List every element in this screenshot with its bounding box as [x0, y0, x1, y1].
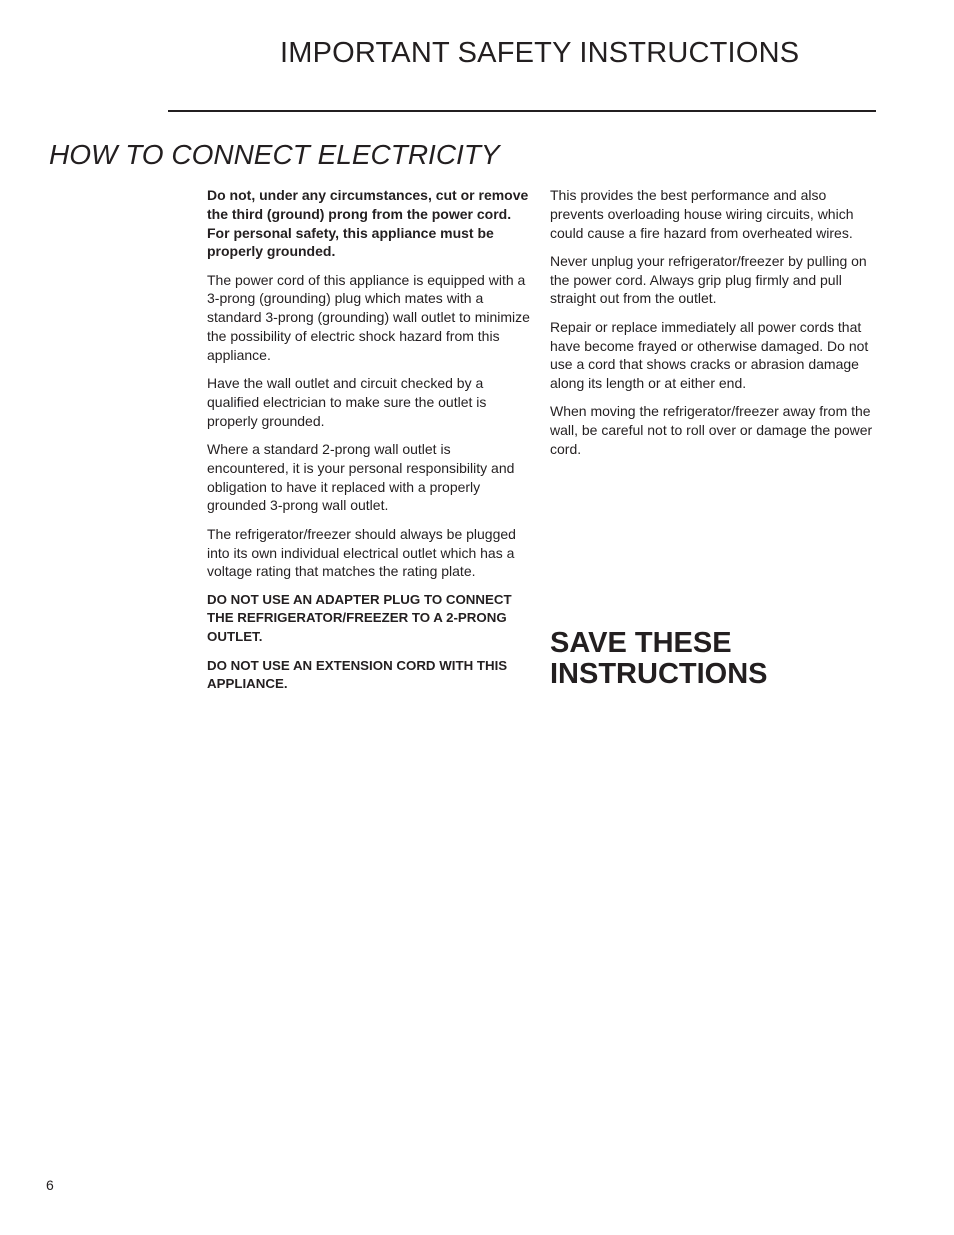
left-text-column — [207, 186, 535, 704]
individual-outlet-paragraph: The refrigerator/freezer should always be plugged into its own individual electrical outlet which has a voltage rating that matches the rating plate. — [207, 525, 516, 580]
no-adapter-warning: DO NOT USE AN ADAPTER PLUG TO CONNECT THE REFRIGERATOR/FREEZER TO A 2-PRONG OUTLET. — [207, 591, 512, 645]
header-divider — [168, 110, 876, 112]
repair-cord-paragraph: Repair or replace immediately all power cords that have become frayed or otherwise damaged. Do not use a cord that shows cracks or abrasion damage along its length or at either end. — [550, 318, 869, 392]
page-number: 6 — [46, 1177, 54, 1193]
save-heading-line-2: INSTRUCTIONS — [550, 658, 768, 690]
save-heading-line-1: SAVE THESE — [550, 627, 732, 659]
power-cord-paragraph: The power cord of this appliance is equipped with a 3-prong (grounding) plug which mates with a standard 3-prong (grounding) wall outlet to minimize the possibility of electric shock hazard from this appliance. — [207, 271, 530, 363]
outlet-check-paragraph: Have the wall outlet and circuit checked by a qualified electrician to make sure the outlet is properly grounded. — [207, 375, 487, 429]
grounding-warning-paragraph: Do not, under any circumstances, cut or remove the third (ground) prong from the power cord. For personal safety, this appliance must be properly grounded. — [207, 187, 529, 260]
unplug-paragraph: Never unplug your refrigerator/freezer by pulling on the power cord. Always grip plug firmly and pull straight out from the outlet. — [550, 252, 867, 307]
right-text-column — [550, 186, 880, 468]
page-header-title: IMPORTANT SAFETY INSTRUCTIONS — [280, 37, 800, 69]
two-prong-outlet-paragraph: Where a standard 2-prong wall outlet is encountered, it is your personal responsibility and obligation to have it replaced with a properly grounded 3-prong wall outlet. — [207, 441, 515, 514]
save-instructions-heading — [550, 628, 880, 690]
section-title: HOW TO CONNECT ELECTRICITY — [49, 139, 500, 170]
performance-paragraph: This provides the best performance and also prevents overloading house wiring circuits, which could cause a fire hazard from overheated wires. — [550, 187, 854, 241]
no-extension-cord-warning: DO NOT USE AN EXTENSION CORD WITH THIS APPLIANCE. — [207, 657, 508, 692]
moving-appliance-paragraph: When moving the refrigerator/freezer away from the wall, be careful not to roll over or damage the power cord. — [550, 403, 873, 458]
